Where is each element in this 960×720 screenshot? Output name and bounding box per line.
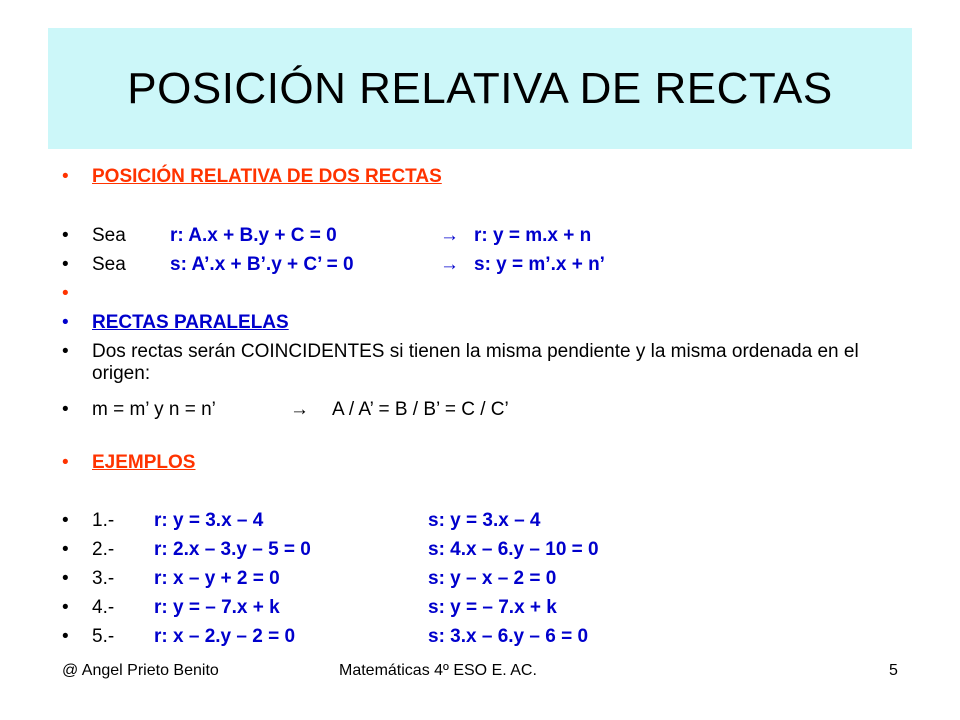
example-r: r: 2.x – 3.y – 5 = 0 xyxy=(154,539,311,560)
definition-prefix: Sea xyxy=(92,225,126,246)
example-s: s: y = – 7.x + k xyxy=(428,597,557,618)
bullet-icon: • xyxy=(62,166,69,187)
bullet-icon: • xyxy=(62,225,69,246)
example-s: s: 3.x – 6.y – 6 = 0 xyxy=(428,626,589,647)
bullet-icon: • xyxy=(62,452,69,473)
section-heading: POSICIÓN RELATIVA DE DOS RECTAS xyxy=(92,166,442,187)
bullet-icon: • xyxy=(62,597,69,618)
definition-general-r: r: A.x + B.y + C = 0 xyxy=(170,225,337,246)
footer-page-number: 5 xyxy=(889,662,898,679)
example-r: r: y = – 7.x + k xyxy=(154,597,280,618)
bullet-icon: • xyxy=(62,568,69,589)
examples-heading: EJEMPLOS xyxy=(92,452,196,473)
definition-general-s: s: A’.x + B’.y + C’ = 0 xyxy=(170,254,354,275)
bullet-icon: • xyxy=(62,283,69,304)
bullet-icon: • xyxy=(62,539,69,560)
example-number: 5.- xyxy=(92,626,115,647)
definition-prefix: Sea xyxy=(92,254,126,275)
example-r: r: x – y + 2 = 0 xyxy=(154,568,280,589)
arrow-icon: → xyxy=(440,225,459,246)
condition-left: m = m’ y n = n’ xyxy=(92,399,216,420)
example-s: s: y = 3.x – 4 xyxy=(428,510,541,531)
example-number: 2.- xyxy=(92,539,115,560)
example-s: s: 4.x – 6.y – 10 = 0 xyxy=(428,539,599,560)
example-s: s: y – x – 2 = 0 xyxy=(428,568,557,589)
example-r: r: x – 2.y – 2 = 0 xyxy=(154,626,296,647)
example-number: 4.- xyxy=(92,597,115,618)
bullet-icon: • xyxy=(62,510,69,531)
bullet-icon: • xyxy=(62,254,69,275)
example-number: 1.- xyxy=(92,510,115,531)
condition-right: A / A’ = B / B’ = C / C’ xyxy=(332,399,509,420)
definition-explicit-r: r: y = m.x + n xyxy=(474,225,592,246)
parallel-heading: RECTAS PARALELAS xyxy=(92,312,289,333)
example-r: r: y = 3.x – 4 xyxy=(154,510,264,531)
bullet-icon: • xyxy=(62,341,69,362)
footer-course: Matemáticas 4º ESO E. AC. xyxy=(339,662,537,679)
description-text: Dos rectas serán COINCIDENTES si tienen la misma pendiente y la misma ordenada en el origen: xyxy=(92,341,859,384)
definition-explicit-s: s: y = m’.x + n’ xyxy=(474,254,605,275)
footer-author: @ Angel Prieto Benito xyxy=(62,662,219,679)
slide-title: POSICIÓN RELATIVA DE RECTAS xyxy=(127,63,833,113)
bullet-icon: • xyxy=(62,399,69,420)
example-number: 3.- xyxy=(92,568,115,589)
arrow-icon: → xyxy=(290,399,309,420)
bullet-icon: • xyxy=(62,626,69,647)
bullet-icon: • xyxy=(62,312,69,333)
arrow-icon: → xyxy=(440,254,459,275)
